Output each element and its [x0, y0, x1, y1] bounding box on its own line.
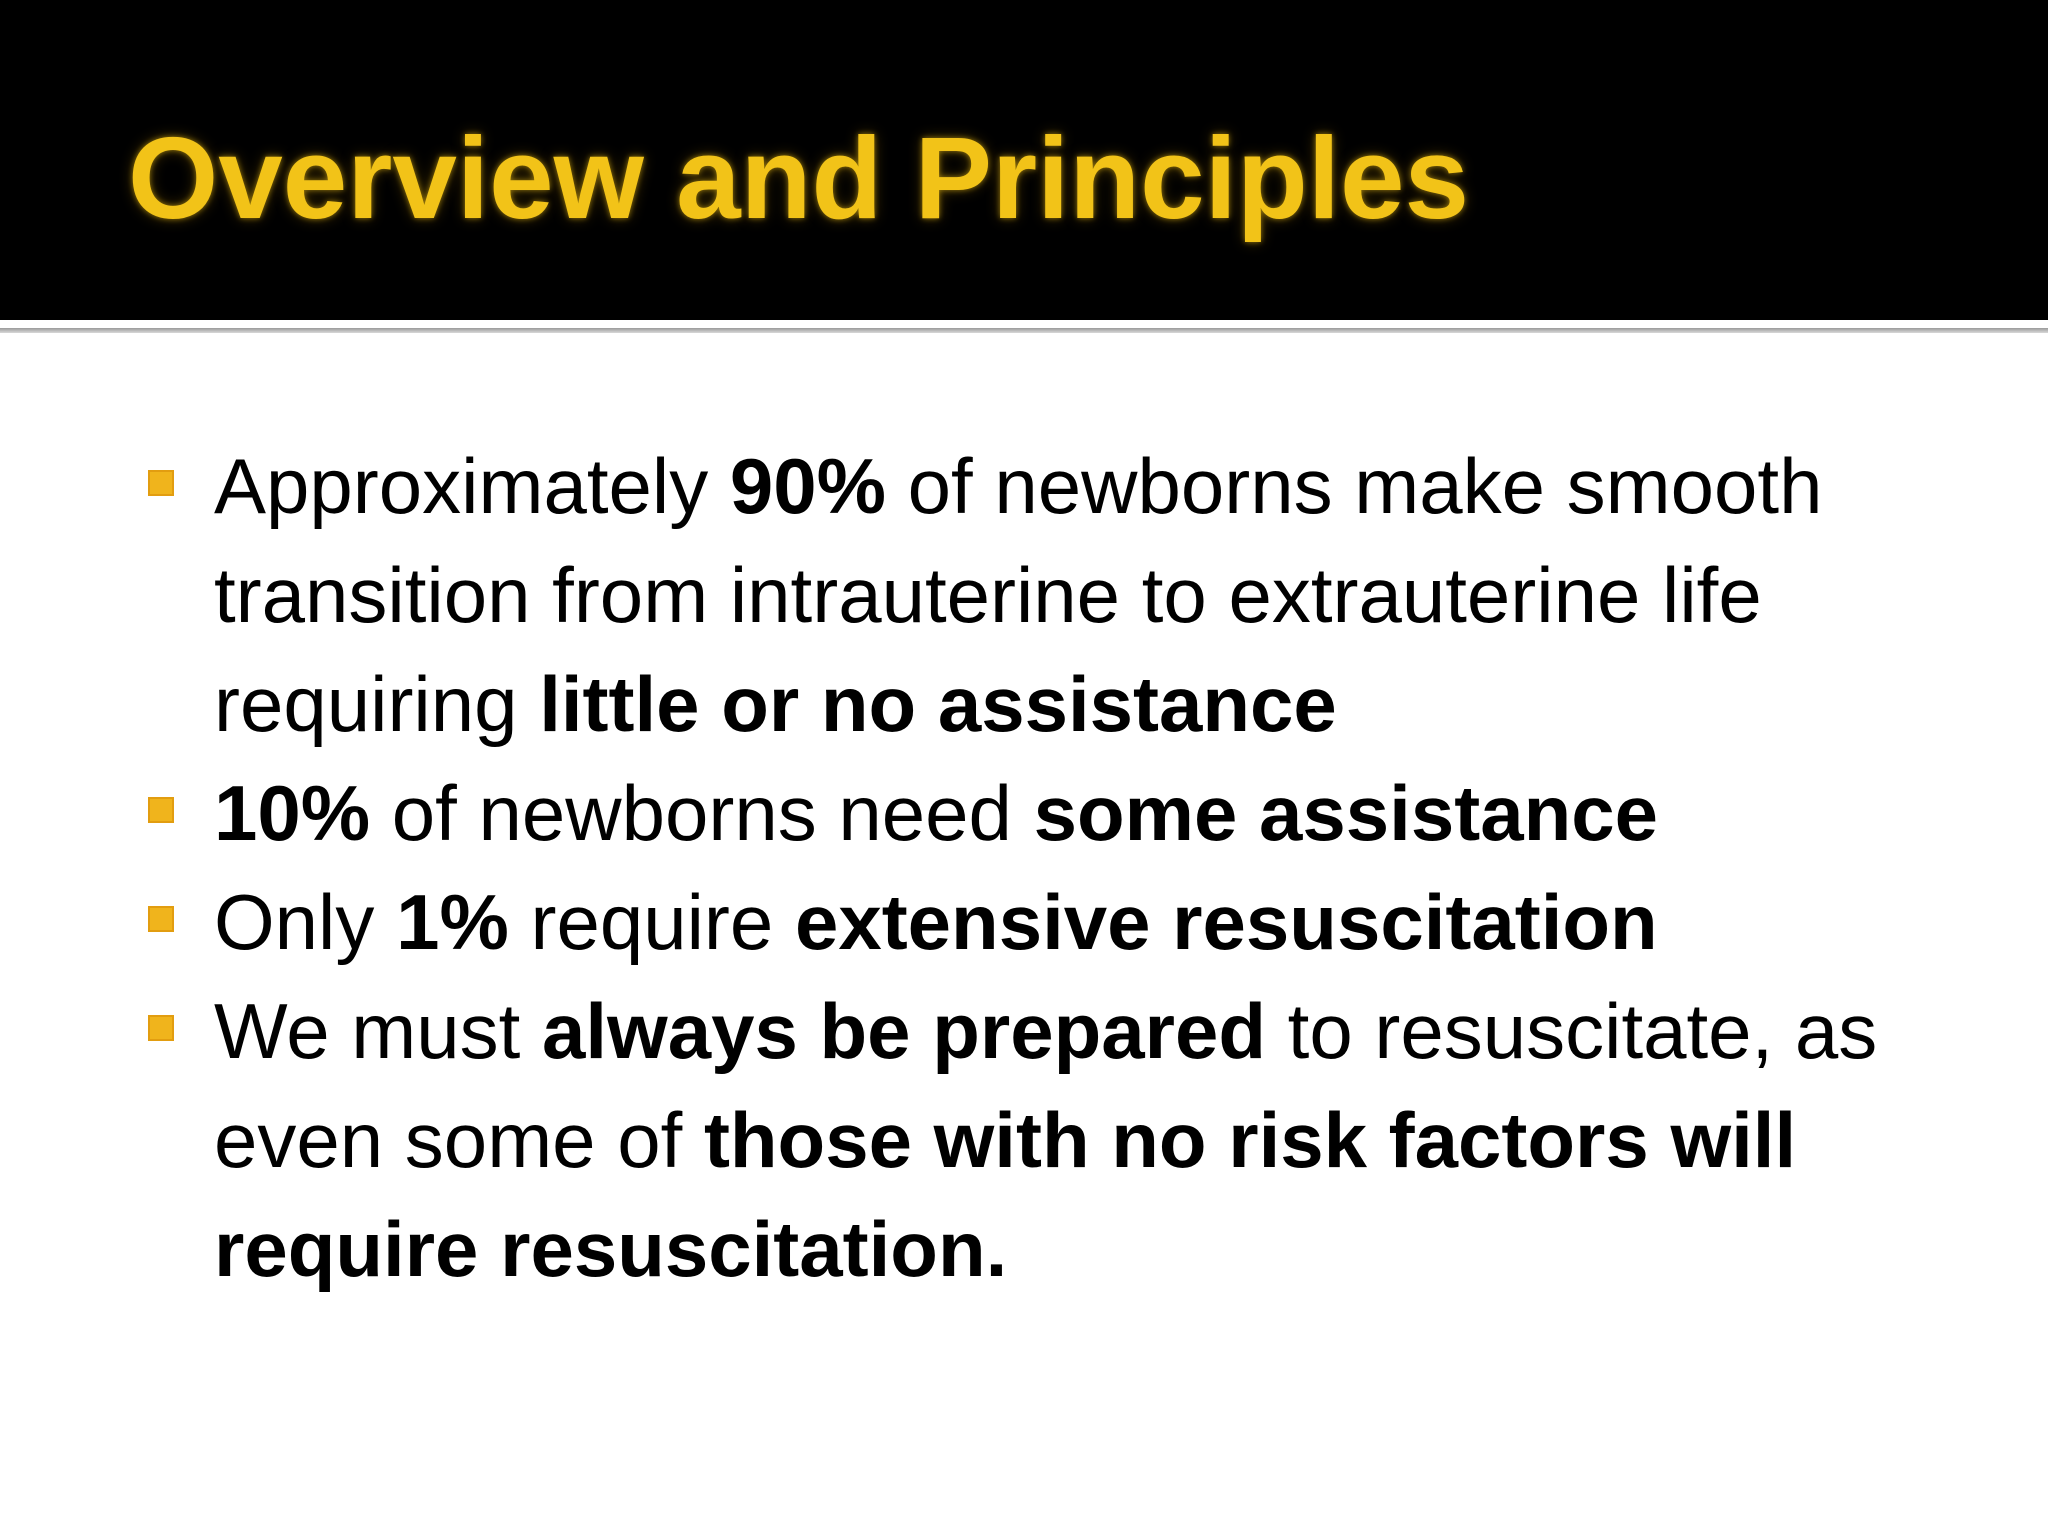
bullet-text — [214, 442, 1822, 748]
text-run: Only — [214, 878, 397, 966]
bold-run: 10% — [214, 769, 371, 857]
bold-run: extensive resuscitation — [794, 878, 1658, 966]
slide-title: Overview and Principles — [128, 113, 1470, 243]
title-divider — [0, 320, 2048, 328]
text-run: We must — [214, 987, 542, 1075]
bullet-item — [148, 977, 1948, 1304]
bold-run: 1% — [396, 878, 509, 966]
bullet-item — [148, 432, 1948, 759]
bullet-square-icon — [148, 1015, 174, 1041]
bullet-text — [214, 987, 1877, 1293]
bullet-text — [214, 878, 1658, 966]
bold-run: little or no assistance — [539, 660, 1337, 748]
text-run: require — [508, 878, 795, 966]
bold-run: those with no risk factors will require resuscitation. — [214, 1096, 1797, 1293]
bold-run: some assistance — [1033, 769, 1658, 857]
bullet-square-icon — [148, 470, 174, 496]
bold-run: always be prepared — [541, 987, 1266, 1075]
title-divider-shadow — [0, 328, 2048, 333]
bullet-text — [214, 769, 1658, 857]
text-run: Approximately — [214, 442, 730, 530]
bullet-list — [148, 432, 1948, 1304]
bullet-item — [148, 759, 1948, 868]
bullet-square-icon — [148, 906, 174, 932]
bullet-item — [148, 868, 1948, 977]
text-run: to resuscitate, as even some of — [214, 987, 1878, 1184]
text-run: of newborns make smooth transition from intrauterine to extrauterine life requiring — [214, 442, 1823, 748]
bold-run: 90% — [729, 442, 886, 530]
text-run: of newborns need — [370, 769, 1034, 857]
bullet-square-icon — [148, 797, 174, 823]
